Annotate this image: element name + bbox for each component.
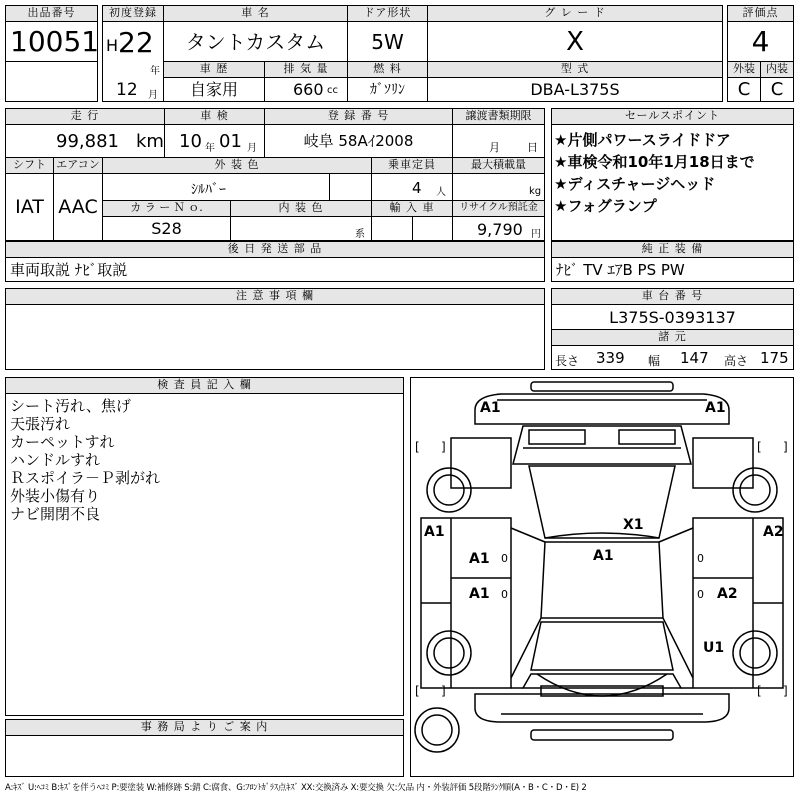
door-label: ドア形状 [347, 5, 428, 22]
grade: X [427, 21, 723, 62]
history: 自家用 [163, 77, 265, 102]
bracket-mark: [ [415, 684, 420, 698]
damage-mark: A1 [480, 400, 501, 416]
exterior-grade: C [727, 77, 761, 102]
inspection-label: 車 検 [164, 108, 265, 125]
mileage-box [5, 124, 165, 158]
displacement-box [264, 77, 348, 102]
chassis-number: L375S-0393137 [551, 304, 794, 330]
capacity-box [371, 173, 453, 201]
later-parts-label: 後 日 発 送 部 品 [5, 241, 545, 258]
car-outline [411, 378, 793, 776]
damage-mark: A1 [469, 586, 490, 602]
inspection-year-unit: 年 [205, 143, 215, 154]
inspector-note: ハンドルすれ [10, 451, 101, 469]
inspector-note: シート汚れ、焦げ [10, 397, 131, 415]
damage-mark: A1 [469, 551, 490, 567]
exterior-label: 外装 [727, 61, 761, 78]
inspector-notes-label: 検 査 員 記 入 欄 [5, 377, 404, 394]
divider [329, 174, 330, 200]
transfer-label: 譲渡書類期限 [452, 108, 545, 125]
lot-blank [5, 61, 98, 102]
max-load-box [452, 173, 545, 201]
inspector-note: カーペットすれ [10, 433, 115, 451]
capacity-label: 乗車定員 [371, 157, 453, 174]
capacity-unit: 人 [436, 187, 446, 198]
max-load-label: 最大積載量 [452, 157, 545, 174]
model-code: DBA-L375S [427, 77, 723, 102]
damage-mark-zero: 0 [501, 552, 508, 565]
length-label: 長さ [555, 354, 580, 368]
legend: A:ｷｽﾞ U:ﾍｺﾐ B:ｷｽﾞを伴うﾍｺﾐ P:要塗装 W:補修跡 S:錆 C:腐食、G:ﾌﾛﾝﾄｶﾞﾗｽ点ｷｽﾞ XX:交換済み X:要交換 欠:欠品 内・外装評価 5段階ﾗﾝｸ順(A・B・C・D・E) 2 [5, 783, 587, 793]
sales-points-box [551, 124, 794, 241]
interior-color-label: 内 装 色 [230, 200, 372, 217]
width-label: 幅 [648, 354, 661, 368]
bracket-mark: ] [441, 684, 446, 698]
damage-mark: A2 [717, 586, 738, 602]
mileage-label: 走 行 [5, 108, 165, 125]
equipment: ﾅﾋﾞ TV ｴｱB PS PW [551, 257, 794, 282]
capacity: 4 [412, 179, 422, 197]
plate-number: 岐阜 58Aｲ2008 [264, 124, 453, 158]
interior-label: 内装 [760, 61, 794, 78]
notes-label: 注 意 事 項 欄 [5, 288, 545, 305]
import-box [371, 216, 453, 241]
equipment-label: 純 正 装 備 [551, 241, 794, 258]
car-name: タントカスタム [163, 21, 348, 62]
bracket-mark: ] [783, 440, 788, 454]
notes-box [5, 304, 545, 370]
exterior-color: ｼﾙﾊﾞｰ [191, 182, 226, 198]
fuel: ｶﾞｿﾘﾝ [347, 77, 428, 102]
sales-point: ★車検令和10年1月18日まで [554, 153, 755, 171]
specs-box [551, 345, 794, 370]
inspection-box [164, 124, 265, 158]
specs-label: 諸 元 [551, 329, 794, 346]
grade-label: グ レ ー ド [427, 5, 723, 22]
sales-point: ★片側パワースライドドア [554, 131, 731, 149]
inspector-note: ナビ開閉不良 [10, 505, 101, 523]
length: 339 [596, 349, 625, 367]
later-parts: 車両取説 ﾅﾋﾞ取説 [5, 257, 545, 282]
transfer-box [452, 124, 545, 158]
exterior-color-box [102, 173, 372, 201]
damage-mark: U1 [703, 640, 725, 656]
recycle-label: リサイクル預託金 [452, 200, 545, 217]
interior-color-box [230, 216, 372, 241]
transfer-month: 月 [489, 141, 500, 154]
sales-points-label: セールスポイント [551, 108, 794, 125]
reg-month: 12 [116, 80, 138, 100]
displacement-label: 排 気 量 [264, 61, 348, 78]
inspector-notes-box [5, 393, 404, 716]
office-info-label: 事 務 局 よ り ご 案 内 [5, 719, 404, 736]
damage-mark-zero: 0 [697, 552, 704, 565]
score: 4 [727, 21, 794, 62]
plate-label: 登 録 番 号 [264, 108, 453, 125]
era: H [106, 36, 119, 55]
aircon-label: エアコン [53, 157, 103, 174]
score-label: 評価点 [727, 5, 794, 22]
shift: IAT [5, 173, 54, 241]
exterior-color-label: 外 装 色 [102, 157, 372, 174]
displacement: 660 [293, 80, 324, 99]
bracket-mark: ] [783, 684, 788, 698]
car-name-label: 車 名 [163, 5, 348, 22]
bracket-mark: [ [757, 684, 762, 698]
mileage: 99,881 [56, 131, 119, 152]
interior-grade: C [760, 77, 794, 102]
fuel-label: 燃 料 [347, 61, 428, 78]
lot-number: 10051 [5, 21, 98, 62]
transfer-day: 日 [527, 141, 538, 154]
sales-point: ★フォグランプ [554, 197, 657, 215]
interior-color-unit: 系 [355, 229, 365, 240]
history-label: 車 歴 [163, 61, 265, 78]
damage-mark: A1 [424, 524, 445, 540]
inspector-note: 天張汚れ [10, 415, 71, 433]
recycle-unit: 円 [531, 229, 541, 240]
height-label: 高さ [724, 354, 749, 368]
color-no: S28 [102, 216, 231, 241]
lot-number-label: 出品番号 [5, 5, 98, 22]
displacement-unit: cc [327, 85, 338, 96]
office-info-box [5, 735, 404, 777]
bracket-mark: [ [415, 440, 420, 454]
recycle-box [452, 216, 545, 241]
first-reg-label: 初度登録 [102, 5, 164, 22]
damage-mark: A1 [593, 548, 614, 564]
divider [412, 217, 413, 240]
inspector-note: 外装小傷有り [10, 487, 101, 505]
max-load-unit: kg [529, 186, 542, 197]
inspection-month: 01 [219, 131, 242, 152]
inspector-note: Ｒスポイラ－Ｐ剥がれ [10, 469, 161, 487]
shift-label: シフト [5, 157, 54, 174]
chassis-label: 車 台 番 号 [551, 288, 794, 305]
bracket-mark: ] [441, 440, 446, 454]
recycle-fee: 9,790 [477, 220, 523, 239]
reg-year: 22 [118, 26, 154, 59]
damage-mark: X1 [623, 517, 644, 533]
width: 147 [680, 349, 709, 367]
inspection-month-unit: 月 [247, 143, 257, 154]
damage-mark: A2 [763, 524, 784, 540]
sales-point: ★ディスチャージヘッド [554, 175, 716, 193]
color-no-label: カ ラ ー Ｎ ｏ. [102, 200, 231, 217]
door-type: 5W [347, 21, 428, 62]
mileage-unit: km [136, 131, 164, 152]
year-unit: 年 [150, 66, 160, 77]
aircon: AAC [53, 173, 103, 241]
bracket-mark: [ [757, 440, 762, 454]
inspection-year: 10 [179, 131, 202, 152]
import-label: 輸 入 車 [371, 200, 453, 217]
damage-mark: A1 [705, 400, 726, 416]
model-code-label: 型 式 [427, 61, 723, 78]
month-unit: 月 [148, 90, 158, 101]
damage-diagram [410, 377, 794, 777]
damage-mark-zero: 0 [501, 588, 508, 601]
height: 175 [760, 349, 789, 367]
damage-mark-zero: 0 [697, 588, 704, 601]
